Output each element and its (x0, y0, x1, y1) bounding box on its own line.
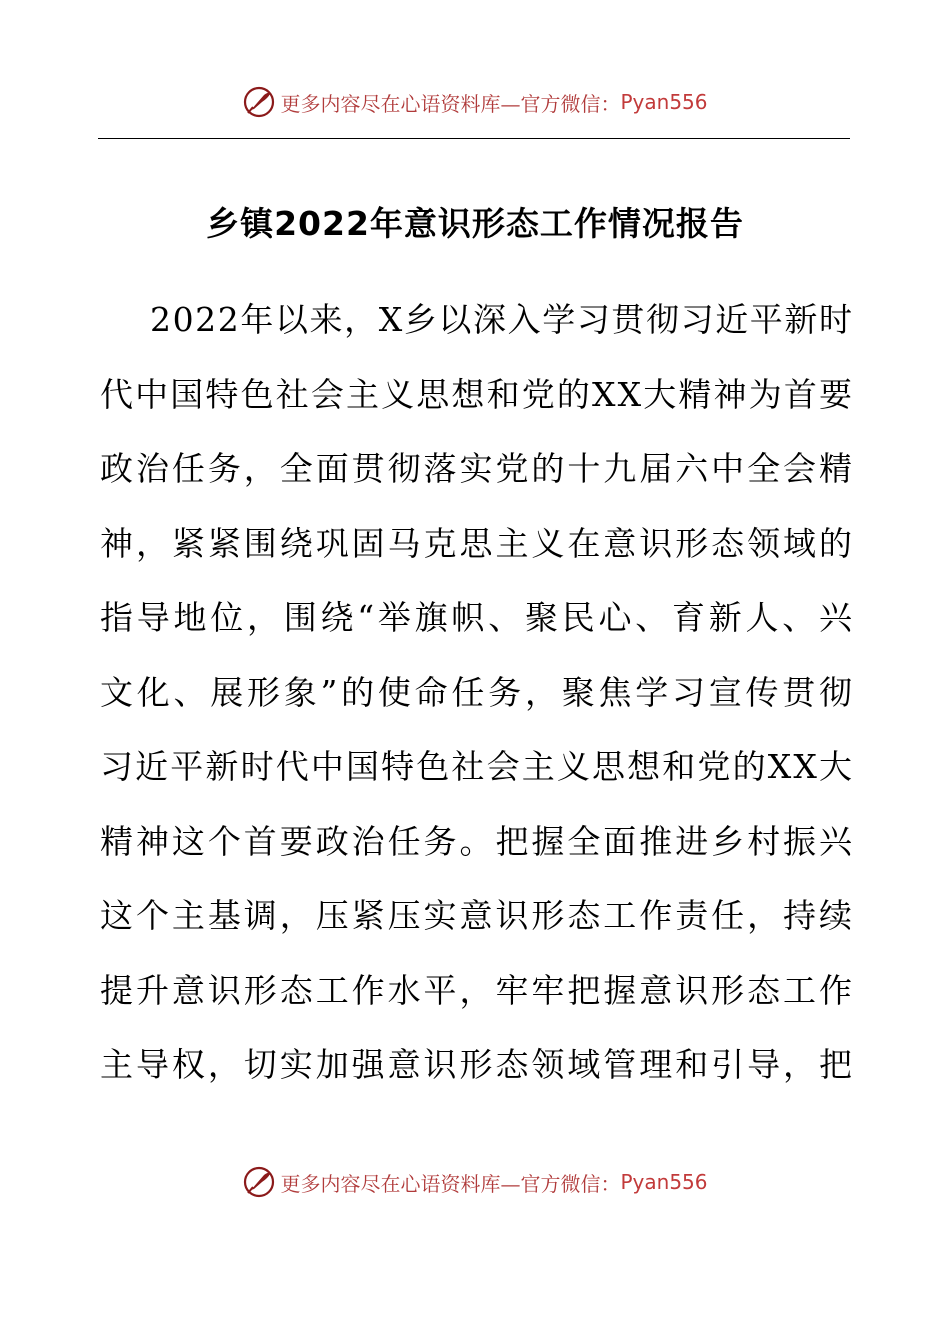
quill-pen-icon (242, 1165, 276, 1199)
body-line: 这个主基调，压紧压实意识形态工作责任，持续 (100, 896, 855, 935)
header-banner (0, 80, 950, 124)
body-line: 2022年以来，X乡以深入学习贯彻习近平新时 (150, 300, 854, 339)
body-line: 指导地位，围绕“举旗帜、聚民心、育新人、兴 (100, 598, 856, 637)
body-line: 政治任务，全面贯彻落实党的十九届六中全会精 (100, 449, 855, 488)
footer-banner-text: 更多内容尽在心语资料库—官方微信： (280, 1171, 621, 1196)
body-line: 精神这个首要政治任务。把握全面推进乡村振兴 (100, 821, 855, 861)
document-title: 乡镇2022年意识形态工作情况报告 (206, 204, 744, 243)
body-line: 文化、展形象”的使命任务，聚焦学习宣传贯彻 (100, 672, 856, 712)
footer-banner (0, 1160, 950, 1204)
body-line: 提升意识形态工作水平，牢牢把握意识形态工作 (100, 970, 855, 1010)
document-body (100, 295, 856, 1115)
quill-pen-icon (242, 85, 276, 119)
footer-wechat-id: Pyan556 (620, 1170, 708, 1194)
body-line: 代中国特色社会主义思想和党的XX大精神为首要 (100, 374, 855, 414)
body-line: 主导权，切实加强意识形态领域管理和引导，把 (100, 1045, 855, 1084)
header-banner-text: 更多内容尽在心语资料库—官方微信： (280, 91, 621, 116)
body-line: 神，紧紧围绕巩固马克思主义在意识形态领域的 (100, 523, 855, 563)
header-wechat-id: Pyan556 (620, 90, 708, 114)
body-line: 习近平新时代中国特色社会主义思想和党的XX大 (100, 747, 855, 786)
header-divider (98, 138, 850, 139)
